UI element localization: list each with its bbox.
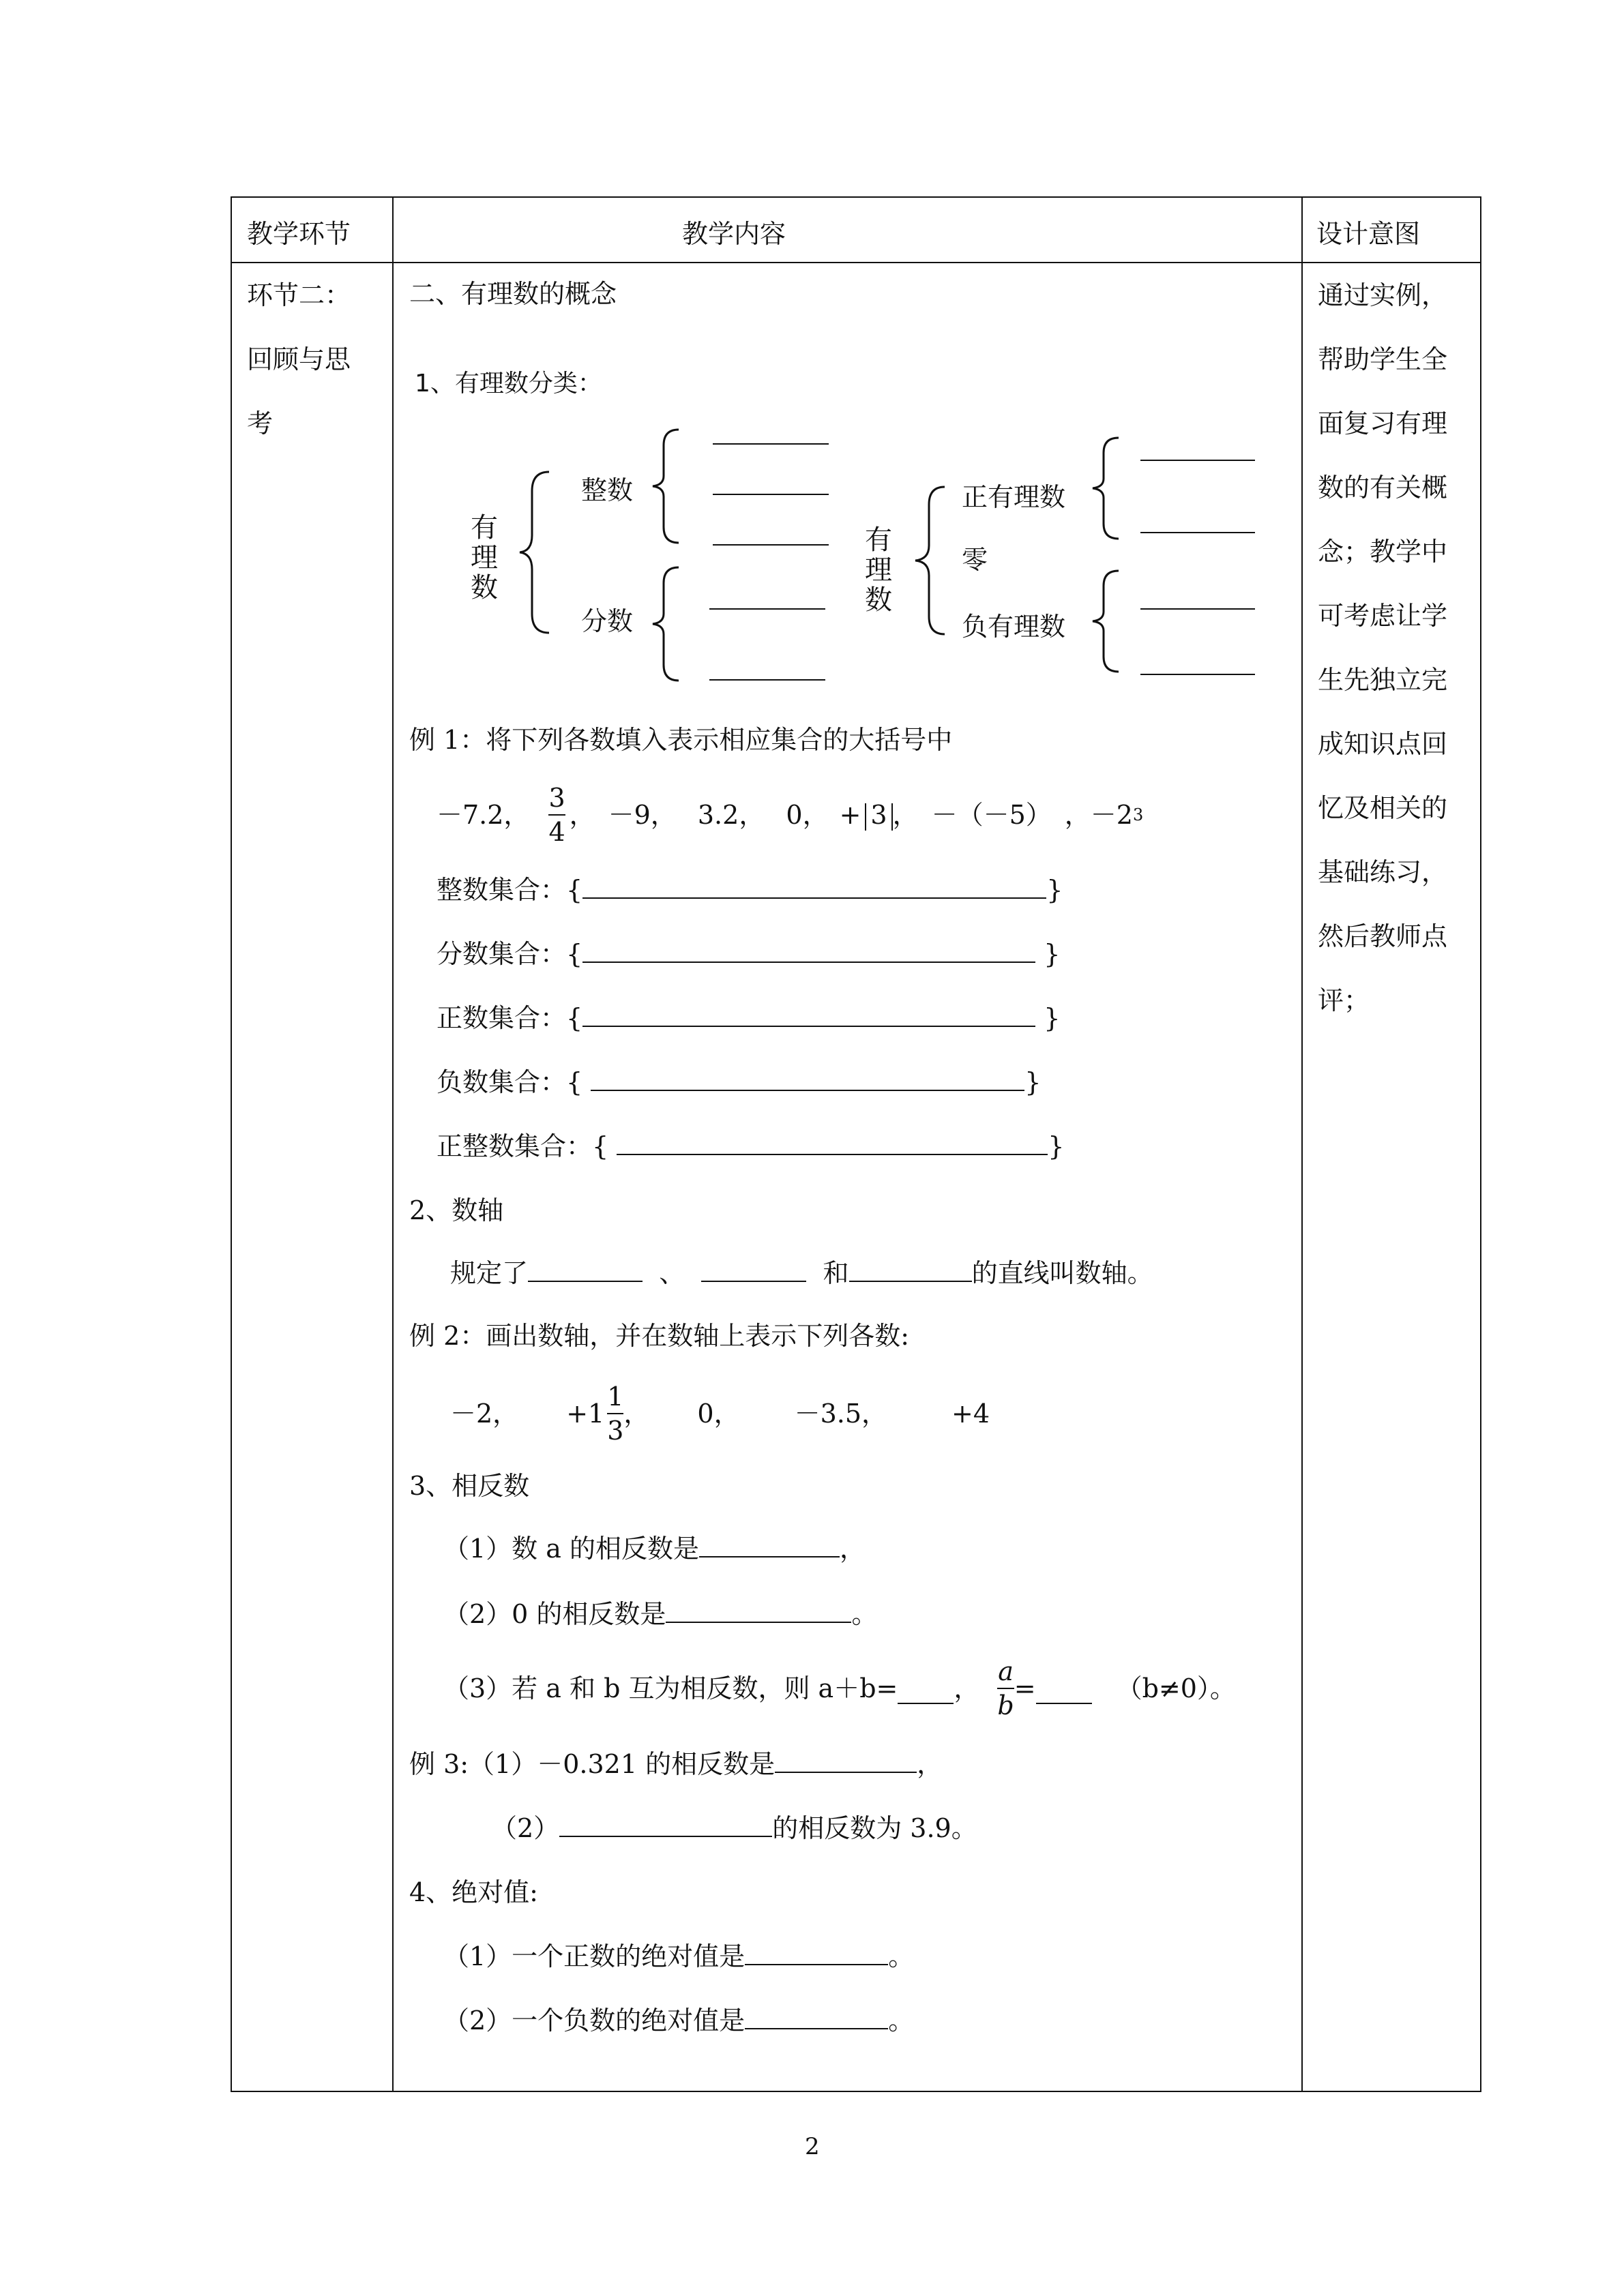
tree-left-brace-integer xyxy=(651,428,682,544)
numberline-definition: 规定了 、 和 的直线叫数轴。 xyxy=(450,1258,1153,1288)
number-item: －2， xyxy=(450,1399,519,1429)
tree-blank xyxy=(709,679,825,681)
answer-blank[interactable] xyxy=(559,1813,772,1837)
intent-line: 通过实例， xyxy=(1318,280,1448,310)
tree-right-zero: 零 xyxy=(962,545,988,575)
intent-line: 面复习有理 xyxy=(1318,408,1448,438)
stage-line-3: 考 xyxy=(247,408,274,438)
table-border-top xyxy=(231,196,1481,198)
tree-left-brace-fraction xyxy=(651,566,682,682)
tree-right-brace-positive xyxy=(1091,436,1122,540)
intent-line: 可考虑让学 xyxy=(1318,601,1448,631)
table-border-right xyxy=(1480,196,1481,2092)
example1-numbers xyxy=(437,777,1143,852)
table-divider-2 xyxy=(1301,196,1303,2092)
number-item: －7.2， xyxy=(437,800,530,830)
tree-blank xyxy=(713,443,829,445)
tree-right-root: 有 理 数 xyxy=(865,524,892,616)
opposite-q3: （3）若 a 和 b 互为相反数，则 a＋b= ， $\frac{a}{b}$ = （b≠0）。 xyxy=(443,1656,1236,1720)
page-number: 2 xyxy=(805,2133,820,2160)
tree-right-brace-negative xyxy=(1091,569,1122,673)
tree-left-fraction: 分数 xyxy=(581,606,634,636)
tree-blank xyxy=(1140,460,1255,461)
answer-blank[interactable] xyxy=(898,1680,954,1704)
answer-blank[interactable] xyxy=(582,1002,1035,1027)
set-fraction: 分数集合：{ } xyxy=(437,939,1061,969)
tree-blank xyxy=(713,494,829,495)
answer-blank[interactable] xyxy=(775,1748,917,1773)
intent-line: 忆及相关的 xyxy=(1318,793,1448,823)
numberline-title: 2、数轴 xyxy=(409,1195,504,1225)
absolute-q2: （2）一个负数的绝对值是 。 xyxy=(443,2006,915,2036)
answer-blank[interactable] xyxy=(745,2005,888,2029)
number-item: ， －9， 3.2， 0， xyxy=(569,800,829,830)
table-border-header xyxy=(231,262,1481,263)
tree-left-integer: 整数 xyxy=(581,475,634,505)
number-item: －3.5， xyxy=(794,1399,888,1429)
answer-blank[interactable] xyxy=(582,874,1046,899)
absolute-q1: （1）一个正数的绝对值是 。 xyxy=(443,1941,915,1971)
tree-left-brace-main xyxy=(518,471,552,634)
intent-line: 基础练习， xyxy=(1318,857,1448,887)
header-intent: 设计意图 xyxy=(1316,219,1421,249)
section-title: 二、有理数的概念 xyxy=(409,279,617,309)
intent-line: 数的有关概 xyxy=(1318,473,1448,503)
answer-blank[interactable] xyxy=(1036,1680,1092,1704)
stage-line-1: 环节二： xyxy=(247,280,351,310)
table-border-left xyxy=(231,196,232,2092)
tree-blank xyxy=(1140,532,1255,533)
stage-line-2: 回顾与思 xyxy=(247,344,351,374)
tree-left-root: 有 理 数 xyxy=(471,512,498,603)
example3-line2: （2） 的相反数为 3.9。 xyxy=(491,1813,977,1843)
table-border-bottom xyxy=(231,2091,1481,2092)
answer-blank[interactable] xyxy=(699,1533,840,1557)
intent-line: 然后教师点 xyxy=(1318,921,1448,951)
intent-line: 成知识点回 xyxy=(1318,729,1448,759)
tree-blank xyxy=(1140,608,1255,610)
table-divider-1 xyxy=(392,196,394,2092)
answer-blank[interactable] xyxy=(849,1257,972,1282)
exponent: 3 xyxy=(1132,805,1144,824)
example2-title: 例 2：画出数轴，并在数轴上表示下列各数: xyxy=(409,1321,910,1351)
tree-right-negative: 负有理数 xyxy=(962,612,1066,642)
fraction-a-over-b: $\frac{a}{b}$ xyxy=(997,1656,1014,1720)
answer-blank[interactable] xyxy=(528,1257,643,1282)
abs-expression: + 3 xyxy=(840,799,893,831)
intent-line: 帮助学生全 xyxy=(1318,344,1448,374)
absolute-title: 4、绝对值: xyxy=(409,1877,538,1907)
fraction-three-quarters: $\frac{3}{4}$ xyxy=(548,783,565,847)
example3-line1: 例 3:（1）－0.321 的相反数是 ， xyxy=(409,1749,943,1779)
header-content: 教学内容 xyxy=(682,219,786,249)
opposite-title: 3、相反数 xyxy=(409,1471,530,1501)
answer-blank[interactable] xyxy=(666,1598,851,1623)
number-item: ， －（－5） ，－2 xyxy=(892,800,1133,830)
answer-blank[interactable] xyxy=(701,1257,806,1282)
intent-cell xyxy=(1318,263,1447,1032)
header-stage: 教学环节 xyxy=(247,219,351,249)
intent-line: 生先独立完 xyxy=(1318,665,1448,695)
set-negative: 负数集合：{ } xyxy=(437,1067,1042,1097)
set-positive-integer: 正整数集合：{ } xyxy=(437,1131,1065,1161)
mixed-number: +1 $\frac{1}{3}$ ， xyxy=(566,1382,650,1446)
set-integer: 整数集合：{ } xyxy=(437,875,1063,905)
answer-blank[interactable] xyxy=(617,1131,1048,1155)
answer-blank[interactable] xyxy=(591,1067,1024,1091)
tree-blank xyxy=(709,608,825,610)
opposite-q1: （1）数 a 的相反数是 ， xyxy=(443,1534,866,1564)
stage-cell xyxy=(247,263,351,456)
tree-right-brace-main xyxy=(914,486,948,636)
set-positive: 正数集合：{ } xyxy=(437,1003,1061,1033)
number-item: +4 xyxy=(951,1399,990,1429)
example1-title: 例 1：将下列各数填入表示相应集合的大括号中 xyxy=(409,725,953,755)
number-item: 0， xyxy=(697,1399,740,1429)
classification-title: 1、有理数分类： xyxy=(415,370,602,398)
answer-blank[interactable] xyxy=(582,938,1035,963)
opposite-q2: （2）0 的相反数是 。 xyxy=(443,1599,878,1629)
answer-blank[interactable] xyxy=(745,1941,888,1965)
intent-line: 念；教学中 xyxy=(1318,537,1448,567)
intent-line: 评； xyxy=(1318,985,1370,1015)
tree-right-positive: 正有理数 xyxy=(962,482,1066,512)
tree-blank xyxy=(1140,674,1255,675)
tree-blank xyxy=(713,544,829,546)
example2-numbers xyxy=(450,1376,990,1451)
